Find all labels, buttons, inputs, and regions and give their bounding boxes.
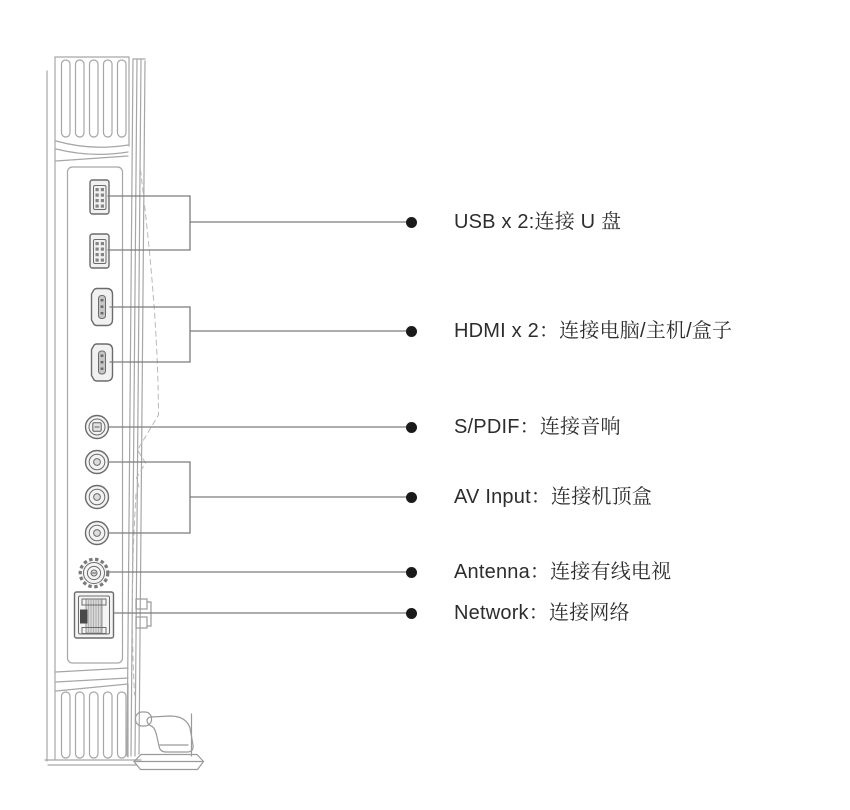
- label-row-network: [406, 599, 630, 627]
- connector-av-bracket: [108, 462, 406, 533]
- label-row-usb: [406, 208, 621, 236]
- label-row-spdif: [406, 413, 621, 441]
- bullet-icon: [406, 422, 417, 433]
- spdif-port: [86, 416, 109, 439]
- stand-base-plate: [134, 755, 204, 770]
- av-jack-3: [86, 522, 109, 545]
- av-jack-1: [86, 451, 109, 474]
- connector-usb-bracket: [108, 196, 406, 250]
- left-edge-lines: [47, 57, 55, 761]
- av-input-label: AV Input：连接机顶盒: [454, 486, 653, 508]
- antenna-port: [80, 559, 108, 587]
- bullet-icon: [406, 492, 417, 503]
- top-vent-grille: [55, 57, 129, 161]
- stand-foot: [136, 712, 194, 756]
- bullet-icon: [406, 608, 417, 619]
- usb-label: USB x 2:连接 U 盘: [454, 211, 622, 233]
- usb-port-2: [90, 234, 109, 268]
- bottom-vent-grille: [45, 684, 141, 765]
- front-bezel-lines: [127, 59, 145, 756]
- spdif-label: S/PDIF：连接音响: [454, 416, 621, 438]
- usb-port-1: [90, 180, 109, 214]
- bullet-icon: [406, 217, 417, 228]
- antenna-label: Antenna：连接有线电视: [454, 561, 672, 583]
- label-row-hdmi: [406, 317, 732, 345]
- network-label: Network：连接网络: [454, 602, 630, 624]
- hdmi-port-2: [92, 344, 113, 381]
- av-jack-2: [86, 486, 109, 509]
- hdmi-label: HDMI x 2：连接电脑/主机/盒子: [454, 320, 733, 342]
- network-port: [75, 592, 114, 638]
- label-row-antenna: [406, 558, 671, 586]
- label-row-av-input: [406, 483, 652, 511]
- bullet-icon: [406, 567, 417, 578]
- bullet-icon: [406, 326, 417, 337]
